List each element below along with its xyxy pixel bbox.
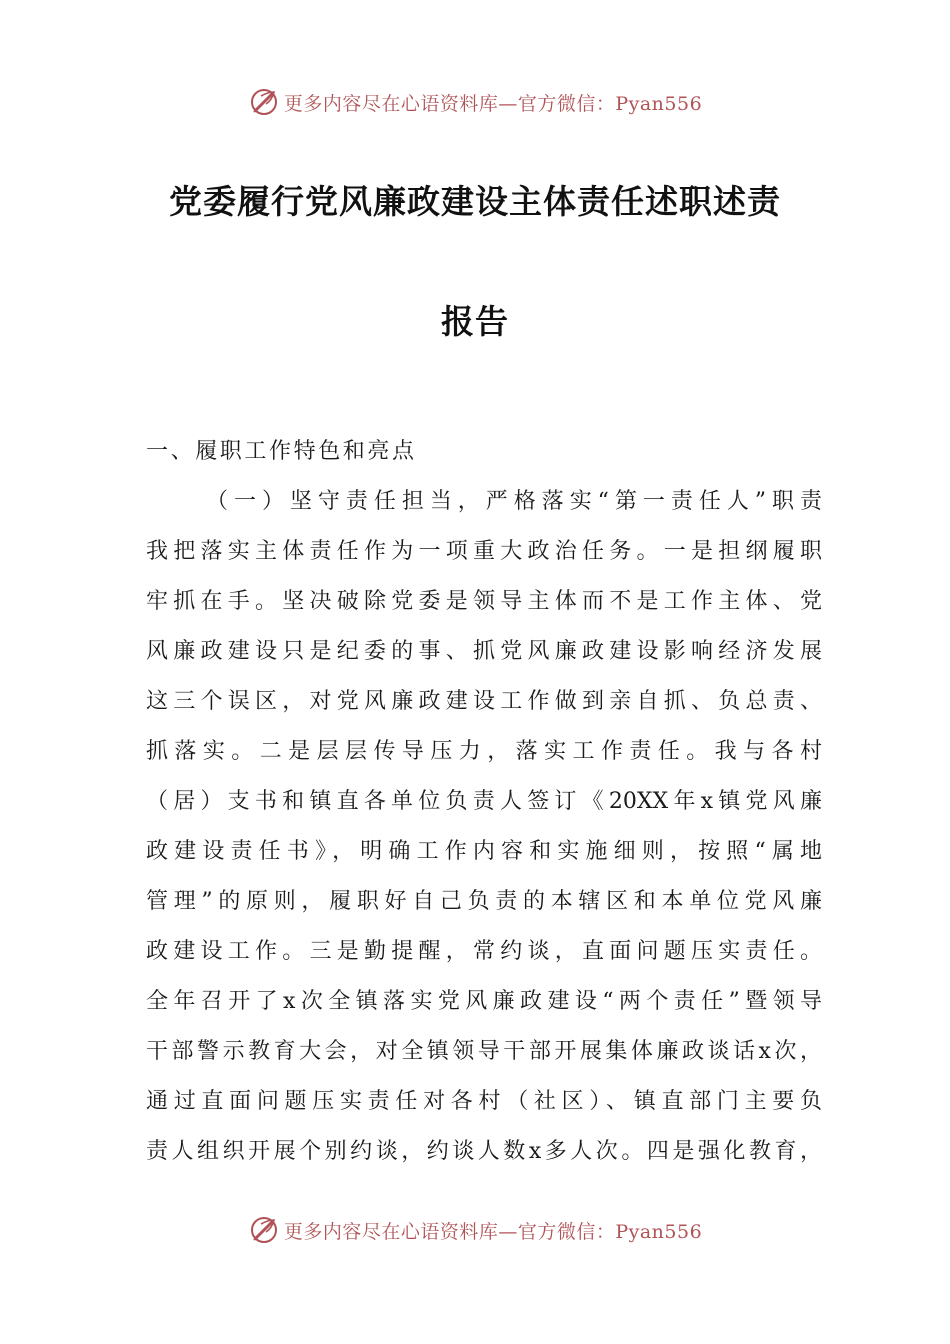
paragraph-line: 抓落实。二是层层传导压力，落实工作责任。我与各村 [146, 739, 822, 764]
watermark-banner-bottom [0, 1210, 950, 1250]
paragraph-line: 我把落实主体责任作为一项重大政治任务。一是担纲履职 [146, 539, 822, 564]
quill-logo-icon [248, 86, 280, 118]
paragraph-line: 这三个误区，对党风廉政建设工作做到亲自抓、负总责、 [146, 689, 822, 714]
paragraph-line: 风廉政建设只是纪委的事、抓党风廉政建设影响经济发展 [146, 639, 822, 664]
paragraph-line: 干部警示教育大会，对全镇领导干部开展集体廉政谈话x次， [146, 1039, 822, 1064]
watermark-text-bottom: 更多内容尽在心语资料库—官方微信：Pyan556 [283, 1220, 703, 1243]
quill-logo-icon [248, 1214, 280, 1246]
paragraph-line: 管理”的原则，履职好自己负责的本辖区和本单位党风廉 [146, 889, 822, 914]
paragraph-line: 政建设责任书》，明确工作内容和实施细则，按照“属地 [146, 839, 822, 864]
document-title-line-1: 党委履行党风廉政建设主体责任述职述责 [169, 182, 781, 221]
paragraph-line: 牢抓在手。坚决破除党委是领导主体而不是工作主体、党 [146, 589, 822, 614]
paragraph-line: 政建设工作。三是勤提醒，常约谈，直面问题压实责任。 [146, 939, 822, 964]
section-heading: 一、履职工作特色和亮点 [146, 439, 417, 464]
paragraph-line: 通过直面问题压实责任对各村（社区）、镇直部门主要负 [146, 1089, 822, 1114]
paragraph-line: 全年召开了x次全镇落实党风廉政建设“两个责任”暨领导 [146, 989, 822, 1014]
subsection-heading: （一）坚守责任担当，严格落实“第一责任人”职责 [206, 489, 822, 514]
watermark-banner-top [0, 82, 950, 122]
watermark-text-top: 更多内容尽在心语资料库—官方微信：Pyan556 [283, 92, 703, 115]
paragraph-line: （居）支书和镇直各单位负责人签订《20XX年x镇党风廉 [146, 789, 822, 814]
document-body [146, 427, 822, 1177]
document-title-line-2: 报告 [441, 302, 509, 341]
paragraph-line: 责人组织开展个别约谈，约谈人数x多人次。四是强化教育， [146, 1139, 822, 1164]
